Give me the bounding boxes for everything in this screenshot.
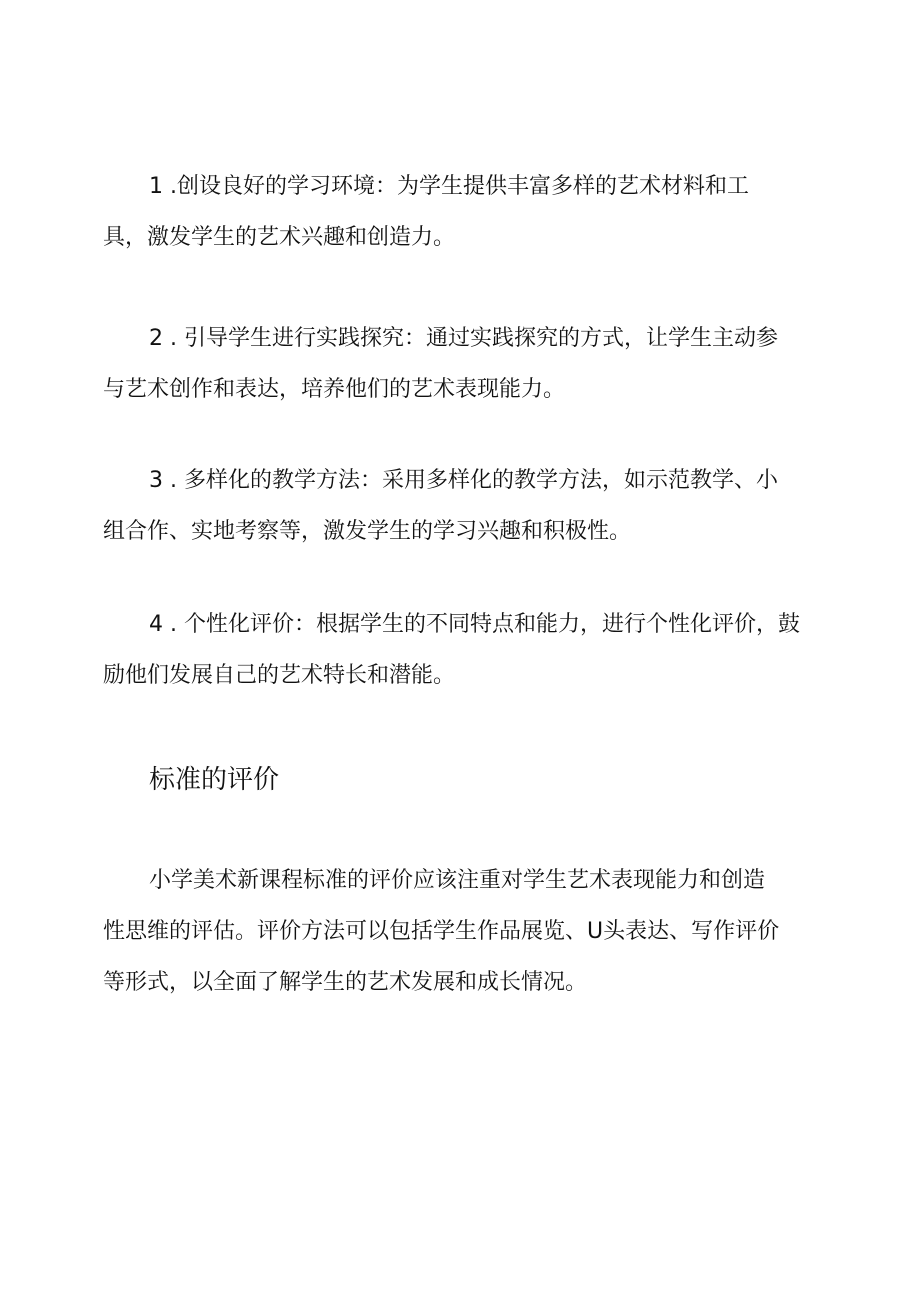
section-paragraph-line-2: 性思维的评估。评价方法可以包括学生作品展览、U头表达、写作评价 [103, 919, 780, 944]
list-item-1-line-2: 具，激发学生的艺术兴趣和创造力。 [103, 225, 456, 250]
list-item-3-line-1: 3 . 多样化的教学方法：采用多样化的教学方法，如示范教学、小 [149, 468, 778, 493]
list-item-4-line-2: 励他们发展自己的艺术特长和潜能。 [103, 663, 456, 688]
list-item-4 [103, 599, 821, 701]
section-paragraph-line-3: 等形式，以全面了解学生的艺术发展和成长情况。 [103, 970, 588, 995]
section-heading: 标准的评价 [149, 765, 280, 795]
list-item-3-line-2: 组合作、实地考察等，激发学生的学习兴趣和积极性。 [103, 519, 632, 544]
list-item-1 [103, 161, 821, 263]
list-item-4-line-1: 4 . 个性化评价：根据学生的不同特点和能力，进行个性化评价，鼓 [149, 612, 800, 637]
list-item-3 [103, 455, 821, 557]
list-item-2-line-2: 与艺术创作和表达，培养他们的艺术表现能力。 [103, 377, 566, 402]
list-item-2-line-1: 2 . 引导学生进行实践探究：通过实践探究的方式，让学生主动参 [149, 326, 778, 351]
list-item-1-line-1: 1 .创设良好的学习环境：为学生提供丰富多样的艺术材料和工 [149, 174, 749, 199]
section-paragraph-line-1: 小学美术新课程标准的评价应该注重对学生艺术表现能力和创造 [149, 868, 766, 893]
list-item-2 [103, 313, 821, 415]
section-paragraph [103, 855, 821, 1008]
